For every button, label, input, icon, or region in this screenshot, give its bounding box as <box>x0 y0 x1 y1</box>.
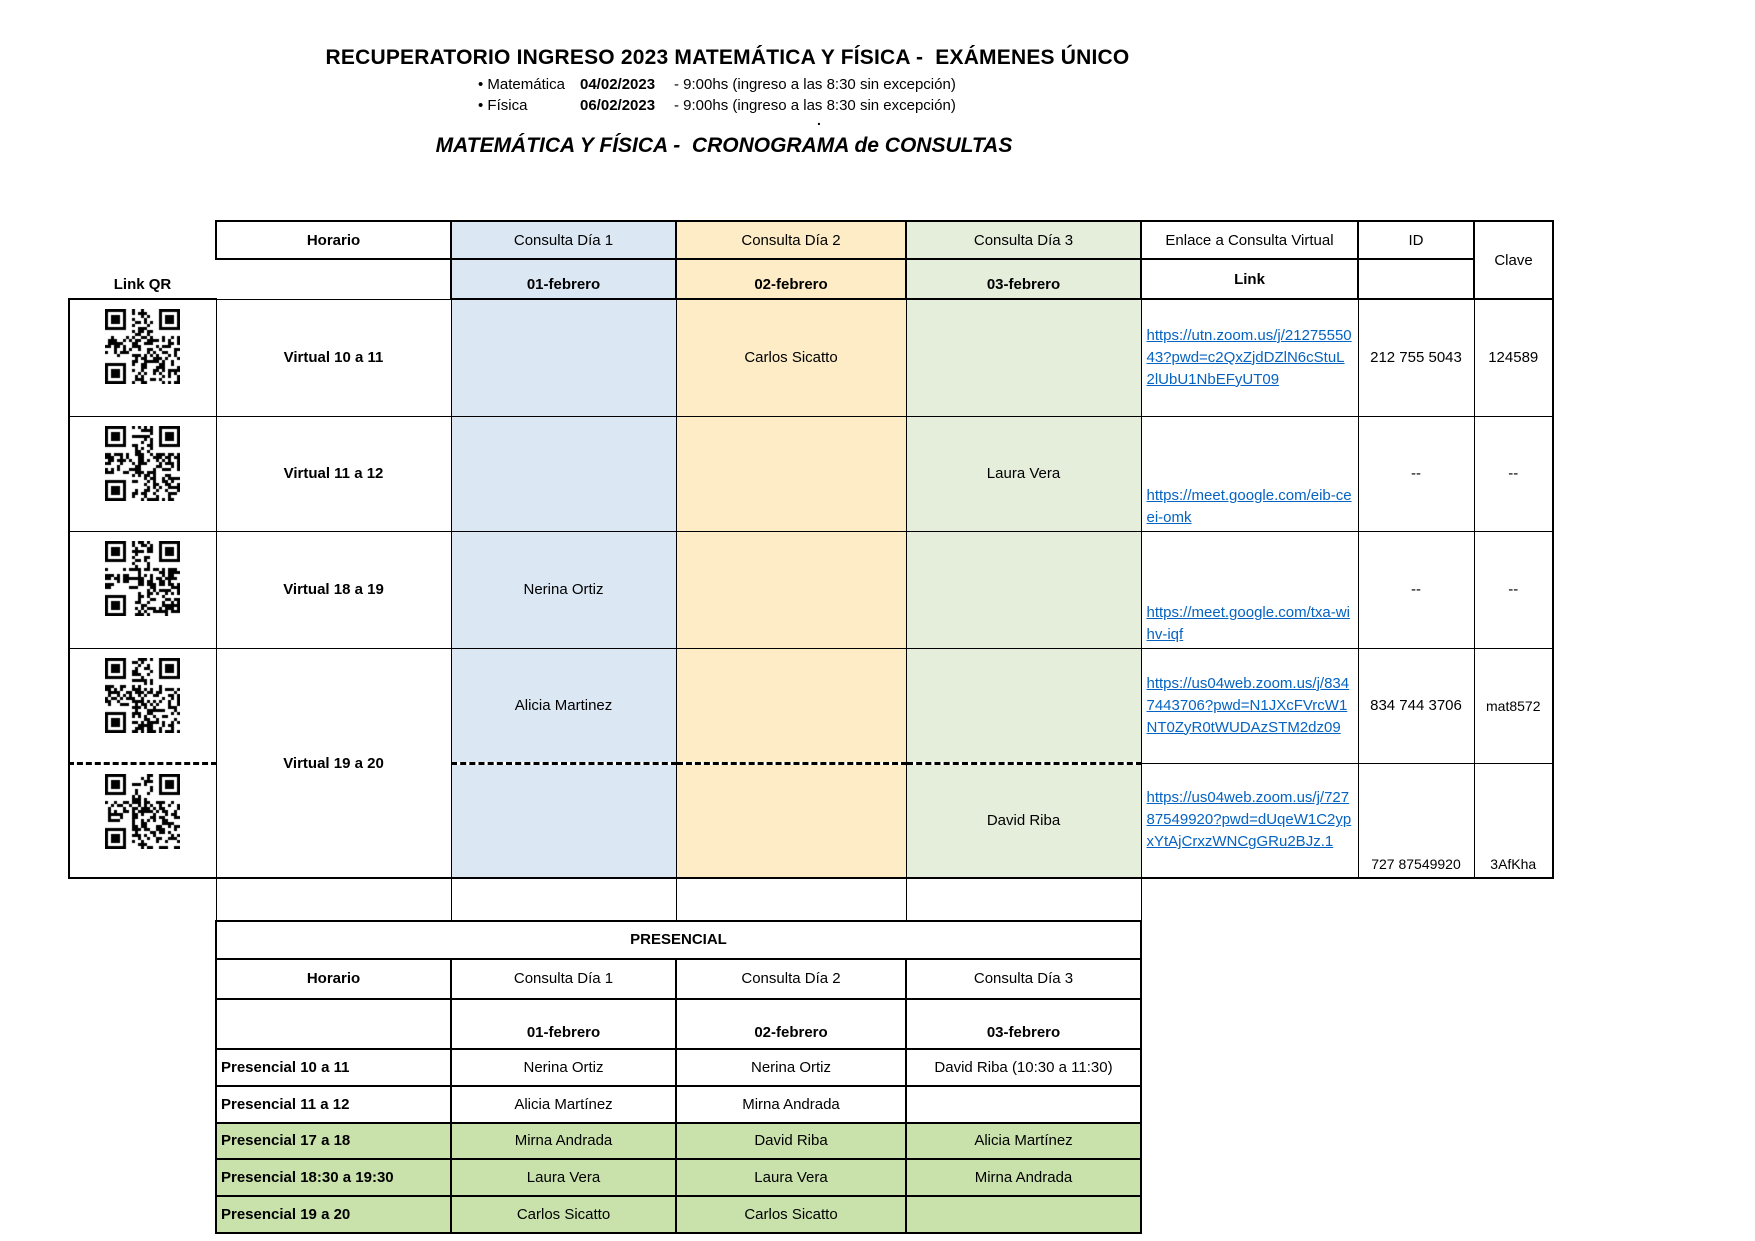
zoom-meeting-link[interactable]: https://utn.zoom.us/j/2127555043?pwd=c2QxZjdDZlN6cStuL2lUbU1NbEFyUT09 <box>1146 326 1352 388</box>
consulta-dia1-cell: Mirna Andrada <box>451 1123 676 1159</box>
table-header-row <box>69 259 1553 299</box>
consulta-dia3-cell: Mirna Andrada <box>906 1159 1141 1196</box>
table-header-row <box>69 221 1553 259</box>
consulta-dia1-cell: Carlos Sicatto <box>451 1196 676 1233</box>
date-header-dia-1: 01-febrero <box>451 259 676 299</box>
date-header-dia-1: 01-febrero <box>451 999 676 1049</box>
meeting-password-cell: -- <box>1474 416 1553 531</box>
consulta-dia2-cell <box>676 763 906 878</box>
section-title-row <box>216 921 1141 959</box>
meeting-id-cell: 212 755 5043 <box>1358 299 1474 416</box>
consulta-dia1-cell: Alicia Martinez <box>451 648 676 763</box>
meeting-password-cell: 3AfKha <box>1474 763 1553 878</box>
schedule-subtitle: MATEMÁTICA Y FÍSICA - CRONOGRAMA de CONSULTAS <box>435 134 1013 157</box>
consulta-dia3-cell: David Riba (10:30 a 11:30) <box>906 1049 1141 1086</box>
link-cell <box>1141 299 1358 416</box>
exam-date-item <box>478 95 956 116</box>
exam-subject-label: • Matemática <box>478 76 565 93</box>
link-cell <box>1141 416 1358 531</box>
qr-cell <box>69 299 216 416</box>
col-header-horario: Horario <box>216 959 451 999</box>
qr-code <box>105 658 180 733</box>
consulta-dia2-cell: David Riba <box>676 1123 906 1159</box>
id-header-spacer <box>1358 259 1474 299</box>
consulta-dia2-cell <box>676 416 906 531</box>
table-row <box>216 1086 1141 1123</box>
qr-code <box>105 774 180 849</box>
consulta-dia3-cell: Alicia Martínez <box>906 1123 1141 1159</box>
meeting-password-cell: mat8572 <box>1474 648 1553 763</box>
col-header-horario: Horario <box>216 221 451 259</box>
stray-period: . <box>817 112 821 128</box>
empty-cell <box>451 878 676 921</box>
col-header-consulta-dia-2: Consulta Día 2 <box>676 959 906 999</box>
meet-link[interactable]: https://meet.google.com/eib-ceei-omk <box>1146 486 1352 526</box>
horario-cell: Presencial 11 a 12 <box>216 1086 451 1123</box>
col-header-consulta-dia-1: Consulta Día 1 <box>451 959 676 999</box>
exam-date-item <box>478 74 956 95</box>
consulta-dia1-cell: Nerina Ortiz <box>451 531 676 648</box>
col-header-consulta-dia-3: Consulta Día 3 <box>906 221 1141 259</box>
horario-cell: Presencial 17 a 18 <box>216 1123 451 1159</box>
qr-cell <box>69 416 216 531</box>
table-row <box>216 1159 1141 1196</box>
consulta-dia3-cell <box>906 648 1141 763</box>
meeting-password-cell: -- <box>1474 531 1553 648</box>
table-row <box>216 1049 1141 1086</box>
exam-date: 06/02/2023 <box>580 97 656 114</box>
consulta-dia2-cell <box>676 648 906 763</box>
col-header-id: ID <box>1358 221 1474 259</box>
horario-cell: Presencial 18:30 a 19:30 <box>216 1159 451 1196</box>
zoom-meeting-link[interactable]: https://us04web.zoom.us/j/72787549920?pwd=dUqeW1C2ypxYtAjCrxzWNCgGRu2BJz.1 <box>1146 789 1352 851</box>
qr-code <box>105 309 180 384</box>
horario-cell: Presencial 19 a 20 <box>216 1196 451 1233</box>
consulta-dia1-cell <box>451 416 676 531</box>
date-header-dia-2: 02-febrero <box>676 999 906 1049</box>
table-row <box>69 531 1553 648</box>
col-header-consulta-dia-1: Consulta Día 1 <box>451 221 676 259</box>
link-subheader: Link <box>1141 259 1358 299</box>
consulta-dia3-cell <box>906 1086 1141 1123</box>
qr-code <box>105 426 180 501</box>
consulta-dia1-cell: Alicia Martínez <box>451 1086 676 1123</box>
table-row <box>69 648 1553 763</box>
horario-cell: Virtual 10 a 11 <box>216 299 451 416</box>
consulta-dia3-cell <box>906 531 1141 648</box>
consulta-dia2-cell: Laura Vera <box>676 1159 906 1196</box>
horario-cell: Virtual 19 a 20 <box>216 648 451 878</box>
consulta-dia2-cell: Carlos Sicatto <box>676 299 906 416</box>
consulta-dia2-cell: Nerina Ortiz <box>676 1049 906 1086</box>
consulta-dia3-cell <box>906 1196 1141 1233</box>
spacer-row <box>216 878 1141 921</box>
meeting-id-cell: -- <box>1358 416 1474 531</box>
date-header-dia-3: 03-febrero <box>906 999 1141 1049</box>
qr-code <box>105 541 180 616</box>
empty-cell <box>216 878 451 921</box>
meeting-id-cell: 834 744 3706 <box>1358 648 1474 763</box>
meeting-id-cell: -- <box>1358 531 1474 648</box>
empty-cell <box>676 878 906 921</box>
consulta-dia2-cell: Carlos Sicatto <box>676 1196 906 1233</box>
col-header-clave: Clave <box>1474 221 1553 299</box>
table-header-row <box>216 999 1141 1049</box>
exam-time-info: - 9:00hs (ingreso a las 8:30 sin excepción) <box>674 97 956 114</box>
table-row <box>69 416 1553 531</box>
link-cell <box>1141 763 1358 878</box>
zoom-meeting-link[interactable]: https://us04web.zoom.us/j/8347443706?pwd=N1JXcFVrcW1NT0ZyR0tWUDAzSTM2dz09 <box>1146 674 1350 736</box>
consulta-dia1-cell <box>451 299 676 416</box>
consulta-dia1-cell: Laura Vera <box>451 1159 676 1196</box>
table-row <box>69 299 1553 416</box>
meeting-password-cell: 124589 <box>1474 299 1553 416</box>
consulta-dia1-cell: Nerina Ortiz <box>451 1049 676 1086</box>
table-header-row <box>216 959 1141 999</box>
consulta-dia2-cell <box>676 531 906 648</box>
qr-cell <box>69 763 216 878</box>
meeting-id-cell: 727 87549920 <box>1358 763 1474 878</box>
consulta-dia3-cell <box>906 299 1141 416</box>
link-qr-label: Link QR <box>113 276 172 293</box>
virtual-consultations-table <box>68 220 1554 879</box>
table-row <box>216 1123 1141 1159</box>
exam-date: 04/02/2023 <box>580 76 656 93</box>
consulta-dia1-cell <box>451 763 676 878</box>
horario-header-spacer <box>216 259 451 299</box>
presencial-section-title: PRESENCIAL <box>216 921 1141 959</box>
qr-cell <box>69 531 216 648</box>
horario-cell: Virtual 11 a 12 <box>216 416 451 531</box>
horario-cell: Presencial 10 a 11 <box>216 1049 451 1086</box>
consulta-dia3-cell: Laura Vera <box>906 416 1141 531</box>
col-header-consulta-dia-2: Consulta Día 2 <box>676 221 906 259</box>
link-cell <box>1141 531 1358 648</box>
exam-subject-label: • Física <box>478 97 528 114</box>
date-header-dia-3: 03-febrero <box>906 259 1141 299</box>
horario-header-spacer <box>216 999 451 1049</box>
col-header-consulta-dia-3: Consulta Día 3 <box>906 959 1141 999</box>
table-row <box>216 1196 1141 1233</box>
date-header-dia-2: 02-febrero <box>676 259 906 299</box>
consulta-dia2-cell: Mirna Andrada <box>676 1086 906 1123</box>
qr-cell <box>69 648 216 763</box>
exam-time-info: - 9:00hs (ingreso a las 8:30 sin excepción) <box>674 76 956 93</box>
empty-cell <box>906 878 1141 921</box>
presencial-consultations-table <box>215 877 1142 1234</box>
consulta-dia3-cell: David Riba <box>906 763 1141 878</box>
horario-cell: Virtual 18 a 19 <box>216 531 451 648</box>
qr-header-spacer <box>69 221 216 259</box>
exam-dates-list <box>478 74 956 116</box>
meet-link[interactable]: https://meet.google.com/txa-wihv-iqf <box>1146 603 1350 643</box>
link-cell <box>1141 648 1358 763</box>
col-header-enlace: Enlace a Consulta Virtual <box>1141 221 1358 259</box>
page-title: RECUPERATORIO INGRESO 2023 MATEMÁTICA Y FÍSICA - EXÁMENES ÚNICO <box>325 46 1130 69</box>
